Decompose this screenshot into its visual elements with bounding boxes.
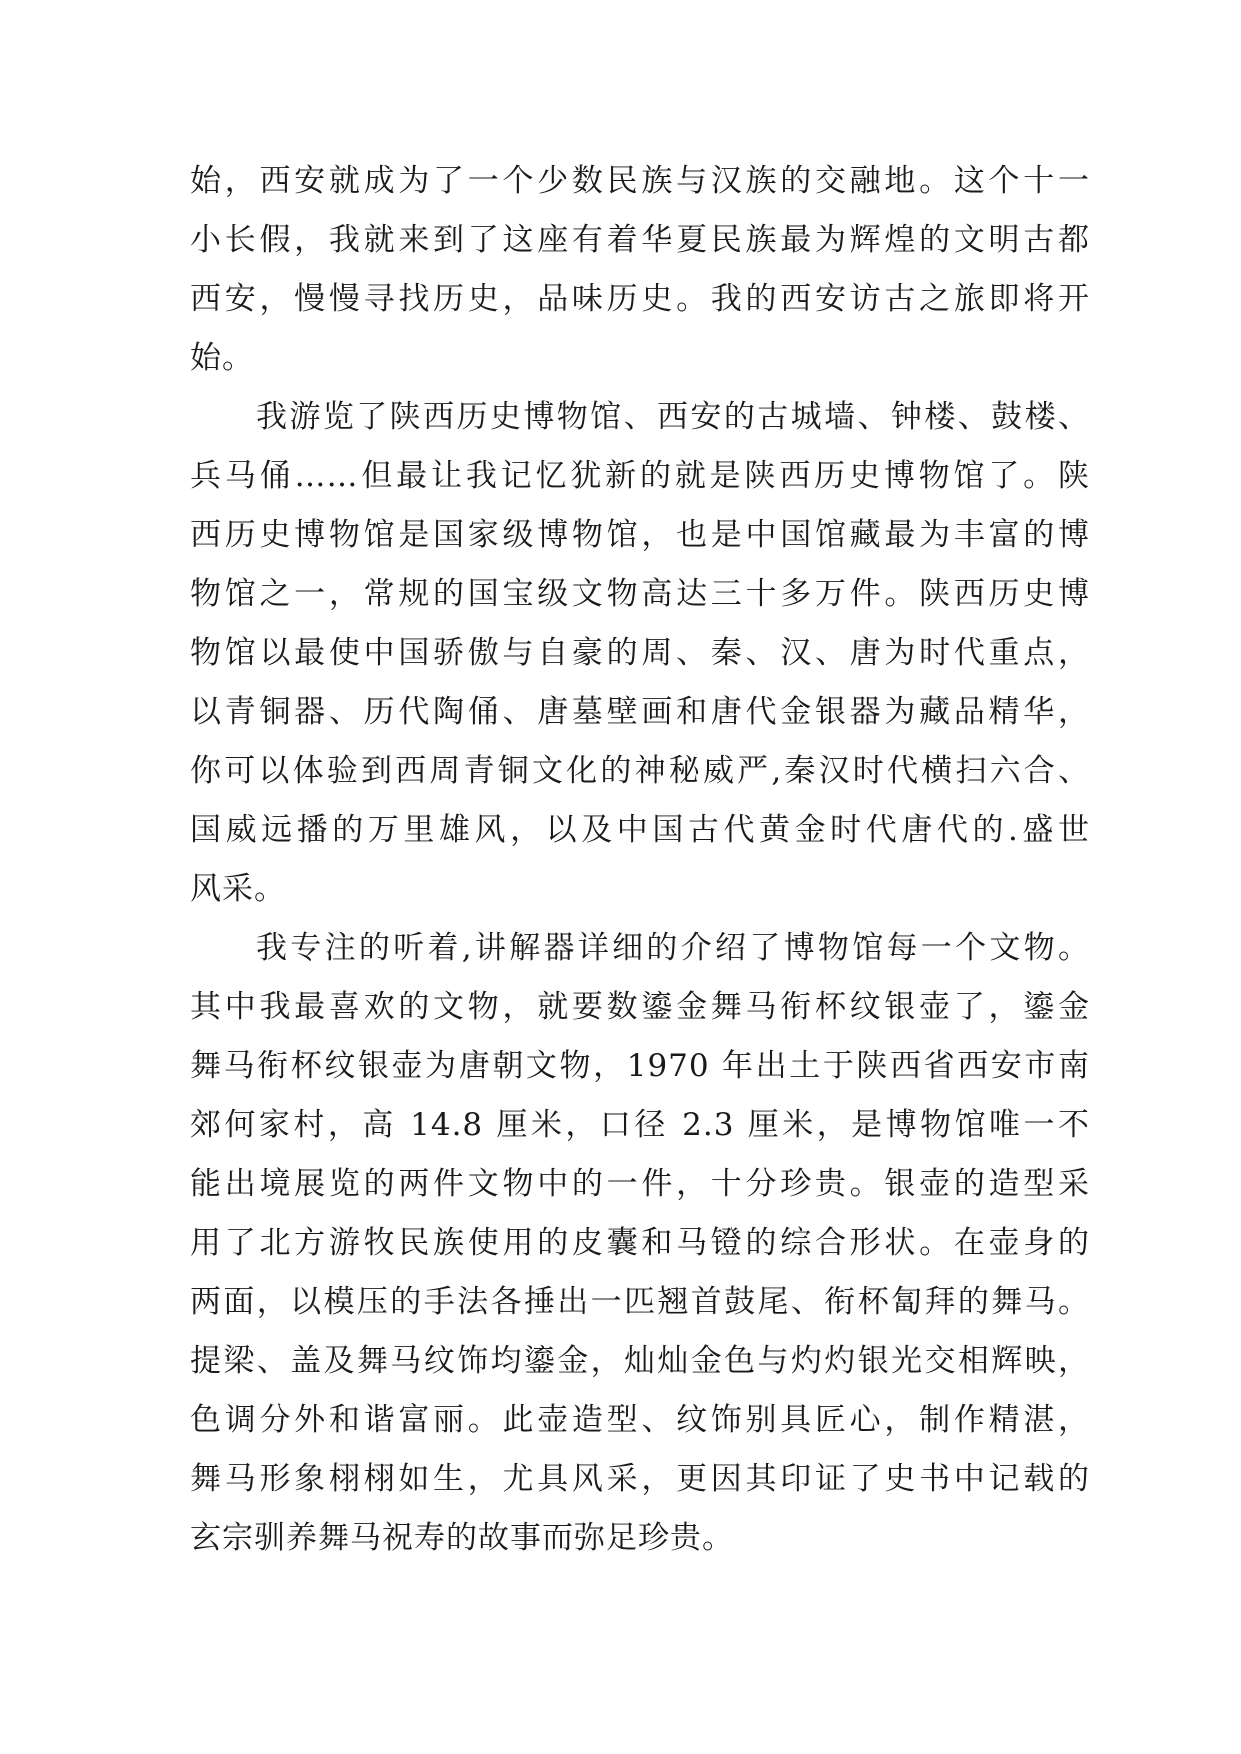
paragraph-1-line-4: 始。 (190, 340, 254, 376)
paragraph-3-line-4: 郊何家村，高 14.8 厘米，口径 2.3 厘米，是博物馆唯一不 (190, 1107, 1090, 1143)
paragraph-2-line-6: 以青铜器、历代陶俑、唐墓壁画和唐代金银器为藏品精华， (190, 694, 1090, 730)
paragraph-3-line-10: 舞马形象栩栩如生，尤具风采，更因其印证了史书中记载的 (190, 1461, 1090, 1497)
paragraph-2-line-9: 风采。 (190, 871, 286, 907)
paragraph-2-line-1: 我游览了陕西历史博物馆、西安的古城墙、钟楼、鼓楼、 (256, 399, 1090, 435)
paragraph-2-line-2: 兵马俑……但最让我记忆犹新的就是陕西历史博物馆了。陕 (190, 458, 1090, 494)
paragraph-2-line-3: 西历史博物馆是国家级博物馆，也是中国馆藏最为丰富的博 (190, 517, 1090, 553)
paragraph-2-line-4: 物馆之一，常规的国宝级文物高达三十多万件。陕西历史博 (190, 576, 1090, 612)
paragraph-3-line-6: 用了北方游牧民族使用的皮囊和马镫的综合形状。在壶身的 (190, 1225, 1090, 1261)
paragraph-2-line-5: 物馆以最使中国骄傲与自豪的周、秦、汉、唐为时代重点， (190, 635, 1090, 671)
paragraph-3-line-3: 舞马衔杯纹银壶为唐朝文物，1970 年出土于陕西省西安市南 (190, 1048, 1090, 1084)
paragraph-3-line-9: 色调分外和谐富丽。此壶造型、纹饰别具匠心，制作精湛， (190, 1402, 1090, 1438)
document-body (190, 152, 1090, 1568)
paragraph-1-line-1: 始，西安就成为了一个少数民族与汉族的交融地。这个十一 (190, 163, 1090, 199)
paragraph-3-line-2: 其中我最喜欢的文物，就要数鎏金舞马衔杯纹银壶了，鎏金 (190, 989, 1090, 1025)
paragraph-3-line-1: 我专注的听着,讲解器详细的介绍了博物馆每一个文物。 (256, 930, 1090, 966)
paragraph-2-line-7: 你可以体验到西周青铜文化的神秘威严,秦汉时代横扫六合、 (190, 753, 1090, 789)
paragraph-3-line-11: 玄宗驯养舞马祝寿的故事而弥足珍贵。 (190, 1520, 734, 1556)
paragraph-3-line-5: 能出境展览的两件文物中的一件，十分珍贵。银壶的造型采 (190, 1166, 1090, 1202)
paragraph-1-line-2: 小长假，我就来到了这座有着华夏民族最为辉煌的文明古都 (190, 222, 1090, 258)
paragraph-3-line-8: 提梁、盖及舞马纹饰均鎏金，灿灿金色与灼灼银光交相辉映， (190, 1343, 1090, 1379)
paragraph-2-line-8: 国威远播的万里雄风，以及中国古代黄金时代唐代的.盛世 (190, 812, 1090, 848)
paragraph-3-line-7: 两面，以模压的手法各捶出一匹翘首鼓尾、衔杯匐拜的舞马。 (190, 1284, 1090, 1320)
paragraph-1-line-3: 西安，慢慢寻找历史，品味历史。我的西安访古之旅即将开 (190, 281, 1090, 317)
